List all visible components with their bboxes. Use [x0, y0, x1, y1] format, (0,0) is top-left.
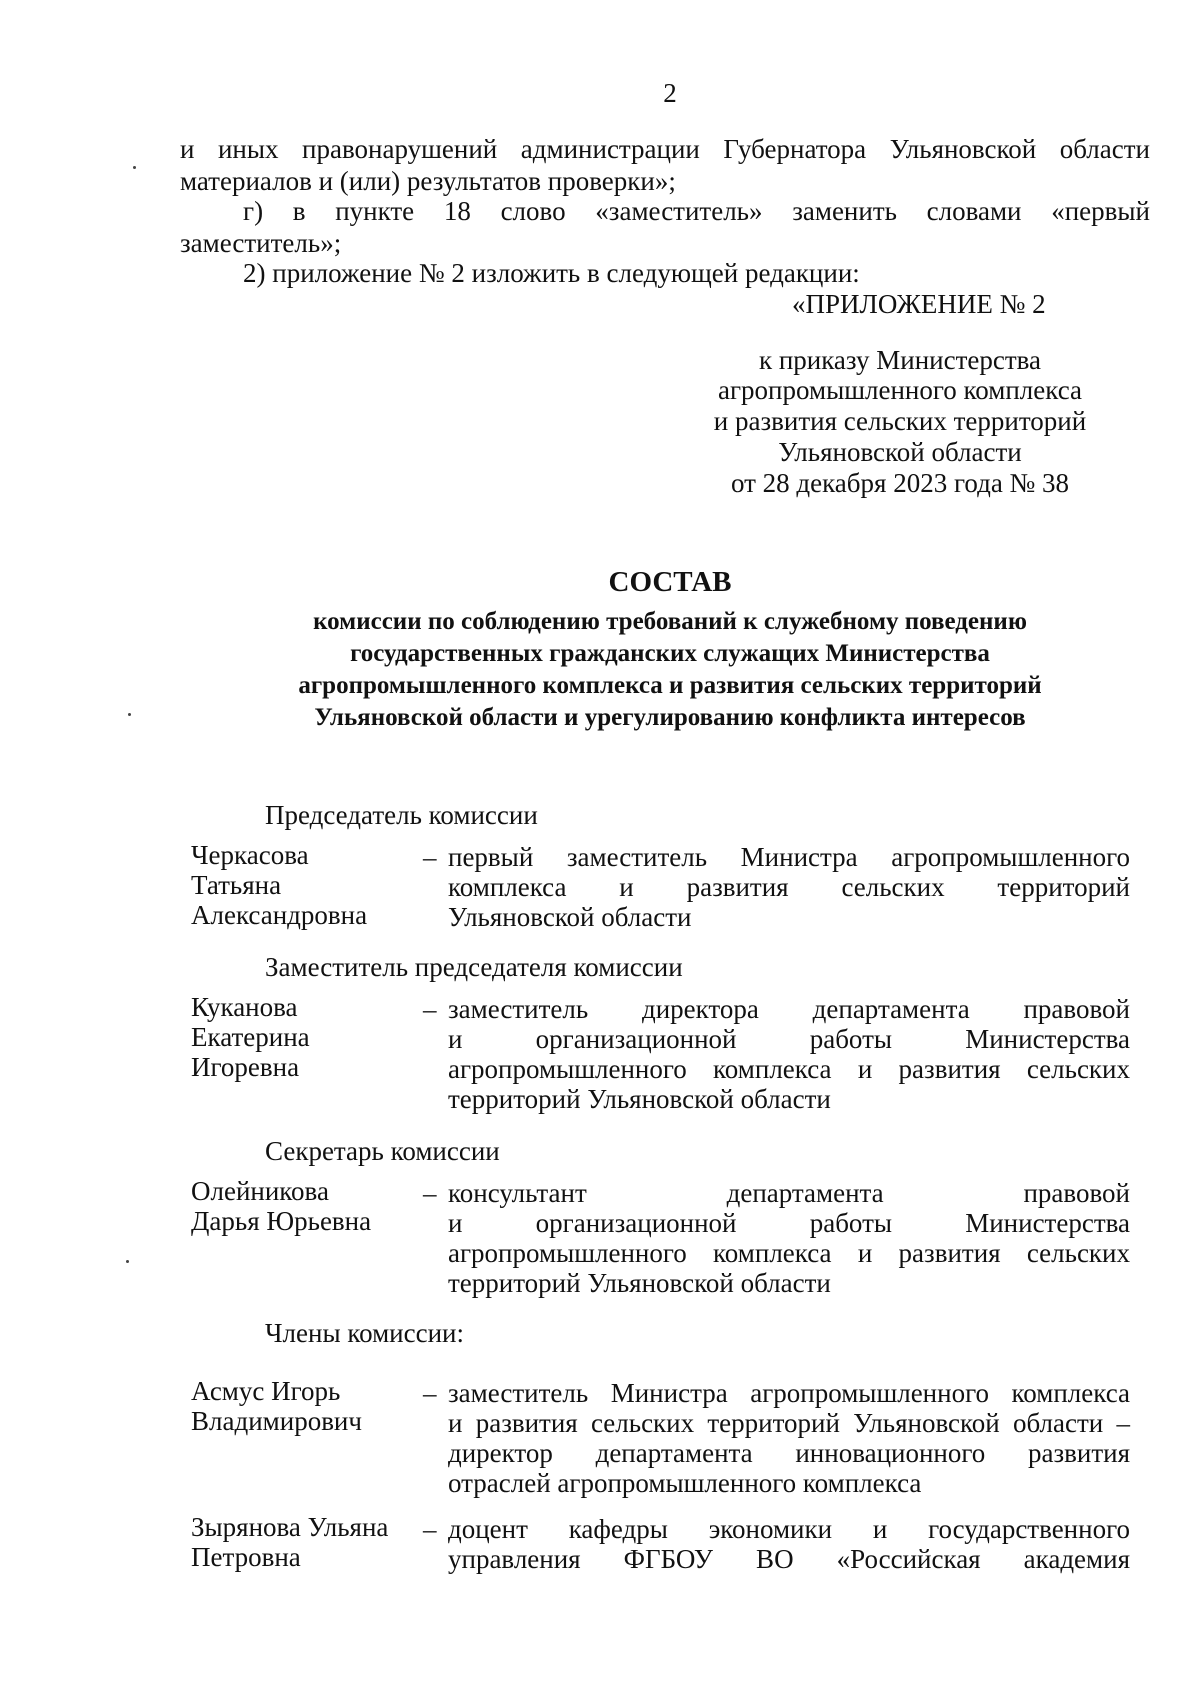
- title-sub-line-1: комиссии по соблюдению требований к служебному поведению: [313, 608, 1027, 635]
- description-line: заместитель директора департамента правовой: [448, 994, 1130, 1024]
- member-name: [191, 992, 411, 1082]
- description-line: и развития сельских территорий Ульяновской области –: [448, 1408, 1130, 1438]
- member-name-line: Черкасова: [191, 840, 309, 870]
- description-line: агропромышленного комплекса и развития сельских: [448, 1054, 1130, 1084]
- intro-p1-line1: и иных правонарушений администрации Губернатора Ульяновской области: [180, 134, 1150, 164]
- member-description: [448, 1514, 1130, 1574]
- description-line: заместитель Министра агропромышленного комплекса: [448, 1378, 1130, 1408]
- title-sub-line-4: Ульяновской области и урегулированию конфликта интересов: [314, 704, 1026, 731]
- description-line: территорий Ульяновской области: [448, 1268, 831, 1298]
- document-title: СОСТАВ: [608, 566, 732, 598]
- appendix-line-2: агропромышленного комплекса: [718, 375, 1082, 405]
- description-line: первый заместитель Министра агропромышленного: [448, 842, 1130, 872]
- description-line: консультант департамента правовой: [448, 1178, 1130, 1208]
- member-description: [448, 1378, 1130, 1498]
- description-line: агропромышленного комплекса и развития сельских: [448, 1238, 1130, 1268]
- member-name: [191, 1176, 411, 1236]
- description-line: территорий Ульяновской области: [448, 1084, 831, 1114]
- dash-separator: –: [423, 842, 437, 872]
- dash-separator: –: [423, 1514, 437, 1544]
- role-chair: Председатель комиссии: [265, 800, 538, 830]
- appendix-line-1: к приказу Министерства: [758, 345, 1042, 375]
- member-name-line: Татьяна: [191, 870, 282, 900]
- appendix-line-5: от 28 декабря 2023 года № 38: [730, 468, 1070, 498]
- scan-speck: [128, 713, 131, 716]
- intro-p2-line1: г) в пункте 18 слово «заместитель» заменить словами «первый: [243, 196, 1150, 226]
- role-secretary: Секретарь комиссии: [265, 1136, 500, 1166]
- member-name-line: Зырянова Ульяна: [191, 1512, 389, 1542]
- member-description: [448, 994, 1130, 1114]
- page-number: 2: [663, 78, 677, 108]
- role-deputy: Заместитель председателя комиссии: [265, 952, 683, 982]
- description-line: директор департамента инновационного развития: [448, 1438, 1130, 1468]
- description-line: и организационной работы Министерства: [448, 1024, 1130, 1054]
- member-name-line: Куканова: [191, 992, 298, 1022]
- member-name-line: Дарья Юрьевна: [191, 1206, 372, 1236]
- description-line: комплекса и развития сельских территорий: [448, 872, 1130, 902]
- role-members: Члены комиссии:: [265, 1318, 464, 1348]
- scan-speck: [133, 166, 136, 169]
- member-name-line: Олейникова: [191, 1176, 329, 1206]
- description-line: и организационной работы Министерства: [448, 1208, 1130, 1238]
- member-description: [448, 1178, 1130, 1298]
- member-name: [191, 840, 411, 930]
- title-sub-line-2: государственных гражданских служащих Министерства: [350, 640, 990, 667]
- appendix-heading: «ПРИЛОЖЕНИЕ № 2: [792, 289, 1046, 319]
- member-name-line: Екатерина: [191, 1022, 310, 1052]
- appendix-line-4: Ульяновской области: [778, 437, 1022, 467]
- member-name: [191, 1376, 411, 1436]
- member-name-line: Владимирович: [191, 1406, 362, 1436]
- dash-separator: –: [423, 1178, 437, 1208]
- member-name-line: Асмус Игорь: [191, 1376, 341, 1406]
- description-line: Ульяновской области: [448, 902, 692, 932]
- description-line: управления ФГБОУ ВО «Российская академия: [448, 1544, 1130, 1574]
- description-line: доцент кафедры экономики и государственного: [448, 1514, 1130, 1544]
- title-sub-line-3: агропромышленного комплекса и развития сельских территорий: [298, 672, 1042, 699]
- appendix-line-3: и развития сельских территорий: [713, 406, 1087, 436]
- member-name-line: Александровна: [191, 900, 368, 930]
- member-description: [448, 842, 1130, 932]
- dash-separator: –: [423, 1378, 437, 1408]
- member-name-line: Игоревна: [191, 1052, 300, 1082]
- dash-separator: –: [423, 994, 437, 1024]
- member-name: [191, 1512, 411, 1572]
- member-name-line: Петровна: [191, 1542, 301, 1572]
- scan-speck: [126, 1260, 129, 1263]
- intro-p2-line2: заместитель»;: [180, 228, 342, 258]
- intro-p1-line2: материалов и (или) результатов проверки»;: [180, 166, 676, 196]
- intro-p3: 2) приложение № 2 изложить в следующей редакции:: [243, 258, 860, 288]
- description-line: отраслей агропромышленного комплекса: [448, 1468, 922, 1498]
